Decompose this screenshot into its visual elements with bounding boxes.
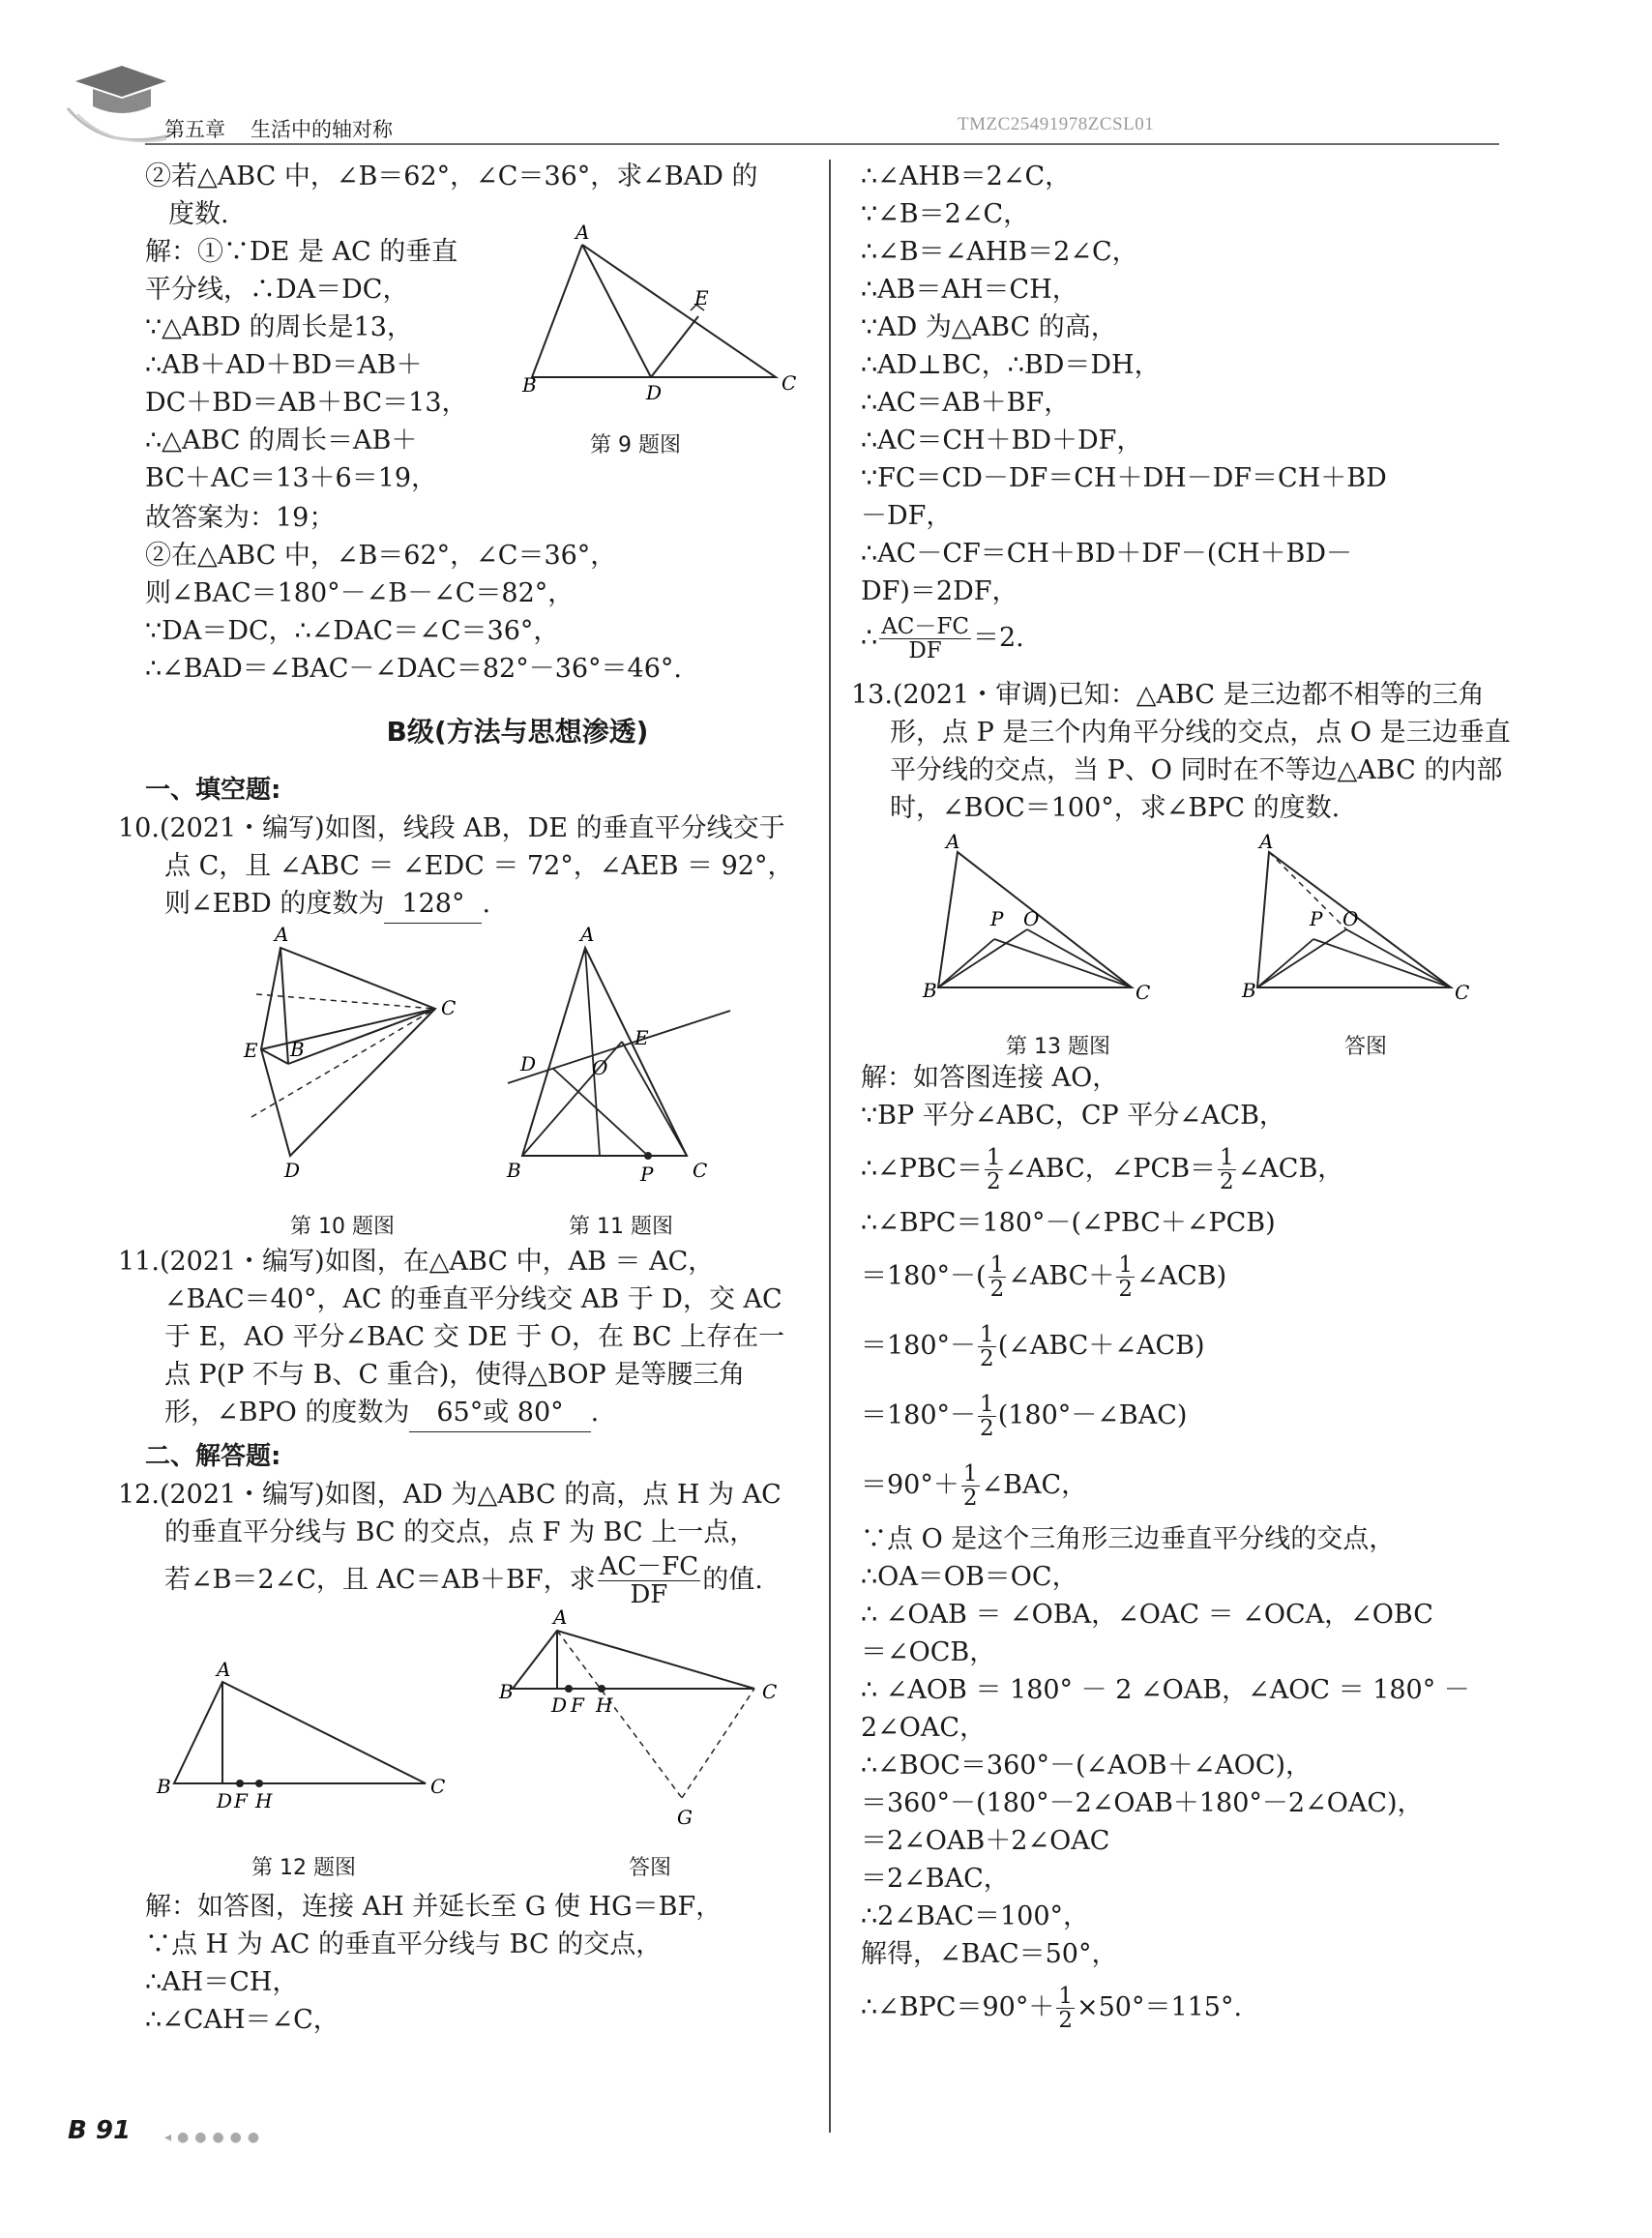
fig12-label: B <box>157 1775 171 1798</box>
solve-label: 二、解答题: <box>145 1442 281 1471</box>
fig12-label: C <box>430 1775 446 1798</box>
solution-line: 故答案为：19； <box>145 503 336 533</box>
q12-continued-line: ∵AD 为△ABC 的高， <box>861 312 1117 342</box>
fig10-label: A <box>275 923 289 946</box>
math-text: ∴∠BPC＝90°＋ <box>861 1992 1055 2022</box>
solution-line: ∴△ABC 的周长＝AB＋ <box>145 426 418 456</box>
footer-dots: ◂●●●●● <box>164 2130 266 2145</box>
q10-line: 点 C，且 ∠ABC ＝ ∠EDC ＝ 72°，∠AEB ＝ 92°， <box>164 851 794 881</box>
q13-solution-line <box>861 1242 1615 1311</box>
page-header <box>0 0 1652 155</box>
solution-line: ∴∠BAD＝∠BAC－∠DAC＝82°－36°＝46°. <box>145 654 682 684</box>
half-fraction <box>985 1146 1003 1193</box>
fraction-denominator: 2 <box>1058 2008 1073 2033</box>
fig11-label: O <box>592 1056 608 1079</box>
q12-final-fraction <box>879 615 971 663</box>
solution-line: ②在△ABC 中，∠B＝62°，∠C＝36°， <box>145 541 617 571</box>
q13-solution-line: ∴∠BPC＝180°－(∠PBC＋∠PCB) <box>861 1208 1276 1238</box>
q12-solution-line: ∴∠CAH＝∠C， <box>145 2005 339 2035</box>
q12-continued-line: ∴AC－CF＝CH＋BD＋DF－(CH＋BD－ <box>861 539 1353 569</box>
fig11-caption: 第 11 题图 <box>569 1215 673 1239</box>
fraction-denominator: 2 <box>962 1486 978 1511</box>
solution-line: ∵△ABD 的周长是13， <box>145 312 413 342</box>
math-text: ∠ACB) <box>1136 1261 1227 1291</box>
fraction-numerator: 1 <box>1058 1984 1073 2009</box>
fig13a-label: P <box>1310 907 1323 930</box>
math-text: ＝180°－ <box>861 1331 977 1361</box>
half-fraction <box>978 1393 996 1440</box>
fraction-numerator: AC－FC <box>599 1552 699 1581</box>
fraction-numerator: 1 <box>962 1461 978 1487</box>
solution-line: DC＋BD＝AB＋BC＝13， <box>145 388 468 418</box>
fig13-label: C <box>1136 981 1151 1004</box>
q13-solution-line: ＝2∠OAB＋2∠OAC <box>861 1826 1110 1856</box>
fraction-denominator: 2 <box>1118 1277 1133 1302</box>
half-fraction <box>988 1253 1007 1301</box>
fig9-label: B <box>522 373 537 397</box>
q12-fraction <box>598 1553 701 1608</box>
fraction-denominator: 2 <box>980 1416 994 1441</box>
q13-solution-line: 解得，∠BAC＝50°， <box>861 1939 1118 1969</box>
q12-condition: 若∠B＝2∠C，且 AC＝AB＋BF，求 <box>164 1565 596 1595</box>
math-text: (∠ABC＋∠ACB) <box>997 1331 1205 1361</box>
q11-answer-line: 形，∠BPO 的度数为 65°或 80° . <box>145 1394 890 1432</box>
fig11-label: D <box>520 1052 537 1075</box>
q13-solution-line <box>861 1311 1615 1381</box>
fig11-label: A <box>580 923 595 946</box>
fig12-caption: 第 12 题图 <box>251 1856 356 1880</box>
fraction-numerator: 1 <box>1118 1252 1133 1278</box>
chapter-title: 生活中的轴对称 <box>251 118 393 141</box>
solution-line: 平分线，∴DA＝DC， <box>145 275 409 305</box>
fraction-numerator: 1 <box>1220 1145 1234 1170</box>
q12-final-line <box>861 610 1615 666</box>
fraction-numerator: 1 <box>980 1392 994 1417</box>
q11-line: 点 P(P 不与 B、C 重合)，使得△BOP 是等腰三角 <box>164 1360 746 1390</box>
q13-solution-line: 解：如答图连接 AO， <box>861 1063 1119 1093</box>
fig12a-label: D <box>551 1693 568 1717</box>
figure-9 <box>522 221 812 421</box>
q13-solution-line <box>861 1451 1615 1520</box>
fraction-denominator: 2 <box>986 1169 1001 1194</box>
math-text: ×50°＝115°. <box>1076 1992 1243 2022</box>
figure-11 <box>503 924 754 1204</box>
q10-tail: 则∠EBD 的度数为 <box>164 889 385 919</box>
q12-solution-line: ∴AH＝CH， <box>145 1967 299 1997</box>
half-fraction <box>961 1462 980 1510</box>
fig11-label: C <box>693 1159 708 1182</box>
solution-line: ∴AB＋AD＋BD＝AB＋ <box>145 350 423 380</box>
q13-solution-line: ∴ ∠AOB ＝ 180° － 2 ∠OAB，∠AOC ＝ 180° － <box>861 1675 1470 1705</box>
q13-line: 形，点 P 是三个内角平分线的交点，点 O 是三边垂直 <box>890 718 1511 748</box>
q13-solution-line: 2∠OAC， <box>861 1713 987 1743</box>
fig13-label: B <box>923 979 937 1002</box>
q12-condition-line <box>145 1551 890 1609</box>
fig13-label: P <box>990 907 1004 930</box>
q12-end: 的值. <box>702 1565 763 1595</box>
solution-line: BC＋AC＝13＋6＝19， <box>145 463 438 493</box>
solution-line: 解：①∵DE 是 AC 的垂直 <box>145 237 458 267</box>
fig12a-label: F <box>571 1693 584 1717</box>
fig12a-label: A <box>553 1605 568 1629</box>
fig13a-label: A <box>1259 830 1274 853</box>
fraction-denominator: DF <box>630 1580 668 1609</box>
fraction-denominator: DF <box>908 638 942 663</box>
q12-solution-line: 解：如答图，连接 AH 并延长至 G 使 HG＝BF， <box>145 1892 723 1922</box>
fig11-label: B <box>507 1159 521 1182</box>
q12-continued-line: DF)＝2DF， <box>861 576 1018 606</box>
fig11-label: P <box>640 1163 654 1186</box>
math-text: ∠BAC， <box>981 1470 1088 1500</box>
q12-line: 的垂直平分线与 BC 的交点，点 F 为 BC 上一点， <box>164 1517 756 1547</box>
fig11-label: E <box>634 1026 649 1049</box>
figure-12 <box>155 1658 446 1837</box>
fig13-label: A <box>946 830 960 853</box>
chapter-heading <box>164 114 418 143</box>
q10-line: 10.(2021・编写)如图，线段 AB，DE 的垂直平分线交于 <box>118 813 785 843</box>
fig10-caption: 第 10 题图 <box>290 1215 395 1239</box>
fraction-denominator: 2 <box>989 1277 1005 1302</box>
math-text: ∴∠PBC＝ <box>861 1154 983 1184</box>
q12-continued-line: －DF， <box>861 501 953 531</box>
half-fraction <box>978 1323 996 1370</box>
graduation-cap-icon <box>66 60 172 147</box>
q13-solution-line <box>861 1381 1615 1451</box>
q10-answer: 128° <box>384 885 482 924</box>
fig9-caption: 第 9 题图 <box>590 433 681 457</box>
q12-continued-line: ∴∠B＝∠AHB＝2∠C， <box>861 237 1138 267</box>
header-rule <box>145 143 1499 145</box>
fig9-label: E <box>694 286 709 309</box>
q11-tail: 形，∠BPO 的度数为 <box>164 1398 410 1428</box>
fig12-label: D <box>217 1789 233 1812</box>
fig9-label: C <box>782 371 797 395</box>
q13-line: 平分线的交点，当 P、O 同时在不等边△ABC 的内部 <box>890 755 1503 785</box>
fraction-numerator: 1 <box>980 1322 994 1347</box>
q13-solution-line <box>861 1134 1615 1204</box>
q12-line: 12.(2021・编写)如图，AD 为△ABC 的高，点 H 为 AC <box>118 1480 782 1510</box>
math-text: ∠ABC，∠PCB＝ <box>1004 1154 1217 1184</box>
fig13-caption: 第 13 题图 <box>1006 1035 1110 1059</box>
q13-solution-line: ∴∠BOC＝360°－(∠AOB＋∠AOC)， <box>861 1751 1313 1781</box>
fig13-label: O <box>1023 907 1040 930</box>
fig12-label: F <box>234 1789 248 1812</box>
q10-answer-line: 则∠EBD 的度数为 128° . <box>145 885 890 924</box>
q13-solution-line <box>861 1973 1615 2043</box>
q12-continued-line: ∴AC＝CH＋BD＋DF， <box>861 426 1143 456</box>
half-fraction <box>1056 1985 1075 2032</box>
figure-10 <box>232 924 484 1204</box>
fig10-label: D <box>284 1159 301 1182</box>
fig9-label: A <box>575 221 590 244</box>
q13-solution-line: ∴OA＝OB＝OC， <box>861 1562 1078 1592</box>
q12-continued-line: ∵FC＝CD－DF＝CH＋DH－DF＝CH＋BD <box>861 463 1387 493</box>
q11-answer: 65°或 80° <box>409 1394 590 1432</box>
fig13a-label: C <box>1455 981 1470 1004</box>
q12-final-suffix: ＝2. <box>972 623 1024 653</box>
q12-continued-line: ∵∠B＝2∠C， <box>861 199 1030 229</box>
fig12-label: A <box>217 1658 231 1681</box>
figure-12-answer <box>499 1605 812 1841</box>
fraction-numerator: 1 <box>986 1145 1001 1170</box>
fraction-numerator: 1 <box>989 1252 1005 1278</box>
q9-part2-line: 度数. <box>168 199 229 229</box>
q13-solution-line: ∵BP 平分∠ABC，CP 平分∠ACB， <box>861 1101 1285 1131</box>
fig12-label: H <box>255 1789 273 1812</box>
solution-line: ∵DA＝DC，∴∠DAC＝∠C＝36°， <box>145 616 560 646</box>
right-column <box>851 158 1615 2043</box>
fig12-answer-caption: 答图 <box>629 1856 672 1880</box>
math-text: ∠ABC＋ <box>1008 1261 1115 1291</box>
fig12a-label: G <box>677 1806 693 1829</box>
math-text: (180°－∠BAC) <box>997 1400 1188 1430</box>
fig12a-label: B <box>499 1680 514 1703</box>
figures-12 <box>145 1605 890 1880</box>
math-text: ＝180°－ <box>861 1400 977 1430</box>
q12-continued-line: ∴∠AHB＝2∠C， <box>861 162 1072 191</box>
fig12a-label: C <box>762 1680 778 1703</box>
fraction-numerator: AC－FC <box>881 614 969 639</box>
fig13-answer-caption: 答图 <box>1344 1035 1388 1059</box>
q13-solution-line: ＝2∠BAC， <box>861 1864 1010 1894</box>
fig13a-label: B <box>1242 979 1256 1002</box>
q12-continued-line: ∴AC＝AB＋BF， <box>861 388 1071 418</box>
page-number: B 91 <box>68 2116 132 2145</box>
fig10-label: C <box>441 996 457 1019</box>
fig10-label: E <box>244 1039 258 1062</box>
q13-solution-line: ＝360°－(180°－2∠OAB＋180°－2∠OAC)， <box>861 1788 1424 1818</box>
q12-continued-line: ∴AB＝AH＝CH， <box>861 275 1078 305</box>
q11-line: 于 E，AO 平分∠BAC 交 DE 于 O，在 BC 上存在一 <box>164 1322 785 1352</box>
q13-solution-line: ＝∠OCB， <box>861 1637 996 1667</box>
q9-part2-line: ②若△ABC 中，∠B＝62°，∠C＝36°，求∠BAD 的 <box>145 162 758 191</box>
q12-final-prefix: ∴ <box>861 623 878 653</box>
math-text: ∠ACB， <box>1237 1154 1344 1184</box>
half-fraction <box>1116 1253 1135 1301</box>
solution-line: 则∠BAC＝180°－∠B－∠C＝82°， <box>145 578 575 608</box>
figures-10-11 <box>145 924 890 1243</box>
q13-line: 13.(2021・审调)已知：△ABC 是三边都不相等的三角 <box>851 680 1485 710</box>
q12-continued-line: ∴AD⊥BC，∴BD＝DH， <box>861 350 1161 380</box>
half-fraction <box>1218 1146 1236 1193</box>
figure-13 <box>919 830 1151 1026</box>
fill-in-label: 一、填空题: <box>145 776 281 805</box>
q13-line: 时，∠BOC＝100°，求∠BPC 的度数. <box>890 793 1341 823</box>
q12-solution-line: ∵点 H 为 AC 的垂直平分线与 BC 的交点， <box>145 1929 663 1959</box>
math-text: ＝90°＋ <box>861 1470 959 1500</box>
fig10-label: B <box>290 1038 305 1061</box>
q11-line: 11.(2021・编写)如图，在△ABC 中，AB ＝ AC， <box>118 1247 715 1277</box>
fig12a-label: H <box>596 1693 613 1717</box>
q13-solution-line: ∴ ∠OAB ＝ ∠OBA，∠OAC ＝ ∠OCA，∠OBC <box>861 1600 1433 1630</box>
section-title: B级(方法与思想渗透) <box>386 716 649 748</box>
left-column <box>118 158 890 2039</box>
q13-solution-line: ∴2∠BAC＝100°， <box>861 1901 1090 1931</box>
fraction-denominator: 2 <box>980 1346 994 1371</box>
fraction-denominator: 2 <box>1220 1169 1234 1194</box>
figure-13-answer <box>1238 830 1470 1026</box>
q11-line: ∠BAC＝40°，AC 的垂直平分线交 AB 于 D，交 AC <box>164 1284 782 1314</box>
document-code: TMZC25491978ZCSL01 <box>958 114 1155 134</box>
fig9-label: D <box>646 381 663 404</box>
math-text: ＝180°－( <box>861 1261 987 1291</box>
q9-solution-block <box>145 221 890 499</box>
fig13a-label: O <box>1342 907 1359 930</box>
figures-13 <box>861 827 1615 1059</box>
chapter-number: 第五章 <box>164 118 225 141</box>
q13-solution-line: ∵点 O 是这个三角形三边垂直平分线的交点， <box>861 1524 1396 1554</box>
